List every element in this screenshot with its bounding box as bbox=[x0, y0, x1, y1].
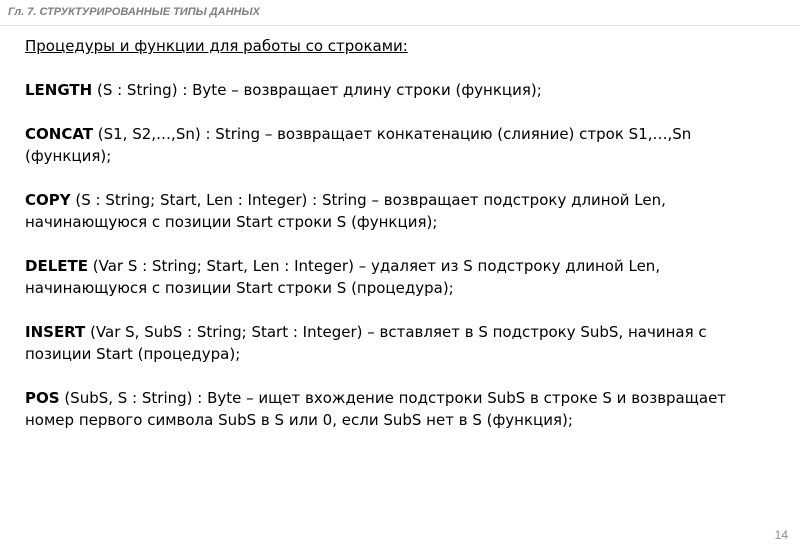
entry-description: (Var S, SubS : String; Start : Integer) – вставляет в S подстроку SubS, начиная с позиции Start (процедура); bbox=[25, 323, 707, 363]
slide-heading: Процедуры и функции для работы со строками: bbox=[25, 37, 408, 55]
chapter-title: Гл. 7. СТРУКТУРИРОВАННЫЕ ТИПЫ ДАННЫХ bbox=[8, 6, 260, 18]
entry-description: (S : String) : Byte – возвращает длину строки (функция); bbox=[92, 81, 542, 99]
slide-content bbox=[25, 35, 775, 453]
entry-description: (S1, S2,…,Sn) : String – возвращает конкатенацию (слияние) строк S1,…,Sn (функция); bbox=[25, 125, 692, 165]
entry-description: (SubS, S : String) : Byte – ищет вхождение подстроки SubS в строке S и возвращает номер первого символа SubS в S или 0, если SubS нет в S (функция); bbox=[25, 389, 727, 429]
entry-description: (Var S : String; Start, Len : Integer) – удаляет из S подстроку длиной Len, начинающуюся с позиции Start строки S (процедура); bbox=[25, 257, 661, 297]
chapter-header bbox=[0, 0, 800, 26]
entry-keyword: CONCAT bbox=[25, 125, 93, 143]
entry-description: (S : String; Start, Len : Integer) : String – возвращает подстроку длиной Len, начинающуюся с позиции Start строки S (функция); bbox=[25, 191, 666, 231]
entry-insert bbox=[25, 321, 775, 365]
page-number: 14 bbox=[774, 528, 788, 542]
entry-delete bbox=[25, 255, 775, 299]
entry-keyword: LENGTH bbox=[25, 81, 93, 99]
entry-copy bbox=[25, 189, 775, 233]
entry-keyword: DELETE bbox=[25, 257, 88, 275]
entry-keyword: INSERT bbox=[25, 323, 86, 341]
entry-length bbox=[25, 79, 775, 101]
entry-keyword: POS bbox=[25, 389, 60, 407]
entry-pos bbox=[25, 387, 775, 431]
entry-keyword: COPY bbox=[25, 191, 71, 209]
entry-concat bbox=[25, 123, 775, 167]
